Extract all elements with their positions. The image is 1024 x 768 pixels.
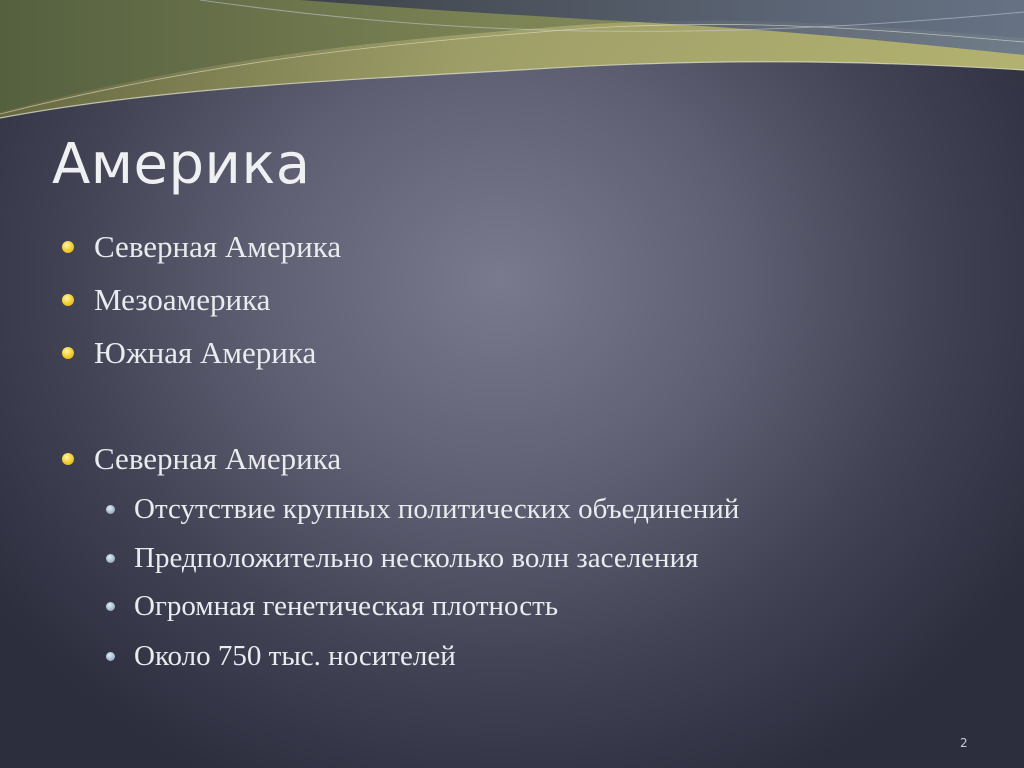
bullet-text: Южная Америка — [94, 335, 317, 370]
sub-bullet-text: Предположительно несколько волн заселения — [134, 542, 699, 574]
sub-bullet-dot-icon — [106, 554, 115, 563]
bullet-dot-icon — [62, 347, 74, 359]
bullet-dot-icon — [62, 453, 74, 465]
sub-bullet-dot-icon — [106, 505, 115, 514]
sub-bullet-text: Огромная генетическая плотность — [134, 590, 559, 622]
sub-bullet-dot-icon — [106, 602, 115, 611]
bullet-text: Северная Америка — [94, 229, 342, 264]
sub-bullet-text: Отсутствие крупных политических объединений — [134, 493, 740, 525]
bullet-dot-icon — [62, 294, 74, 306]
bullet-dot-icon — [62, 241, 74, 253]
page-number: 2 — [960, 736, 968, 750]
bullet-text: Мезоамерика — [94, 282, 271, 317]
slide-title: Америка — [52, 132, 311, 197]
bullet-text: Северная Америка — [94, 441, 342, 476]
sub-bullet-dot-icon — [106, 652, 115, 661]
sub-bullet-text: Около 750 тыс. носителей — [134, 640, 456, 672]
